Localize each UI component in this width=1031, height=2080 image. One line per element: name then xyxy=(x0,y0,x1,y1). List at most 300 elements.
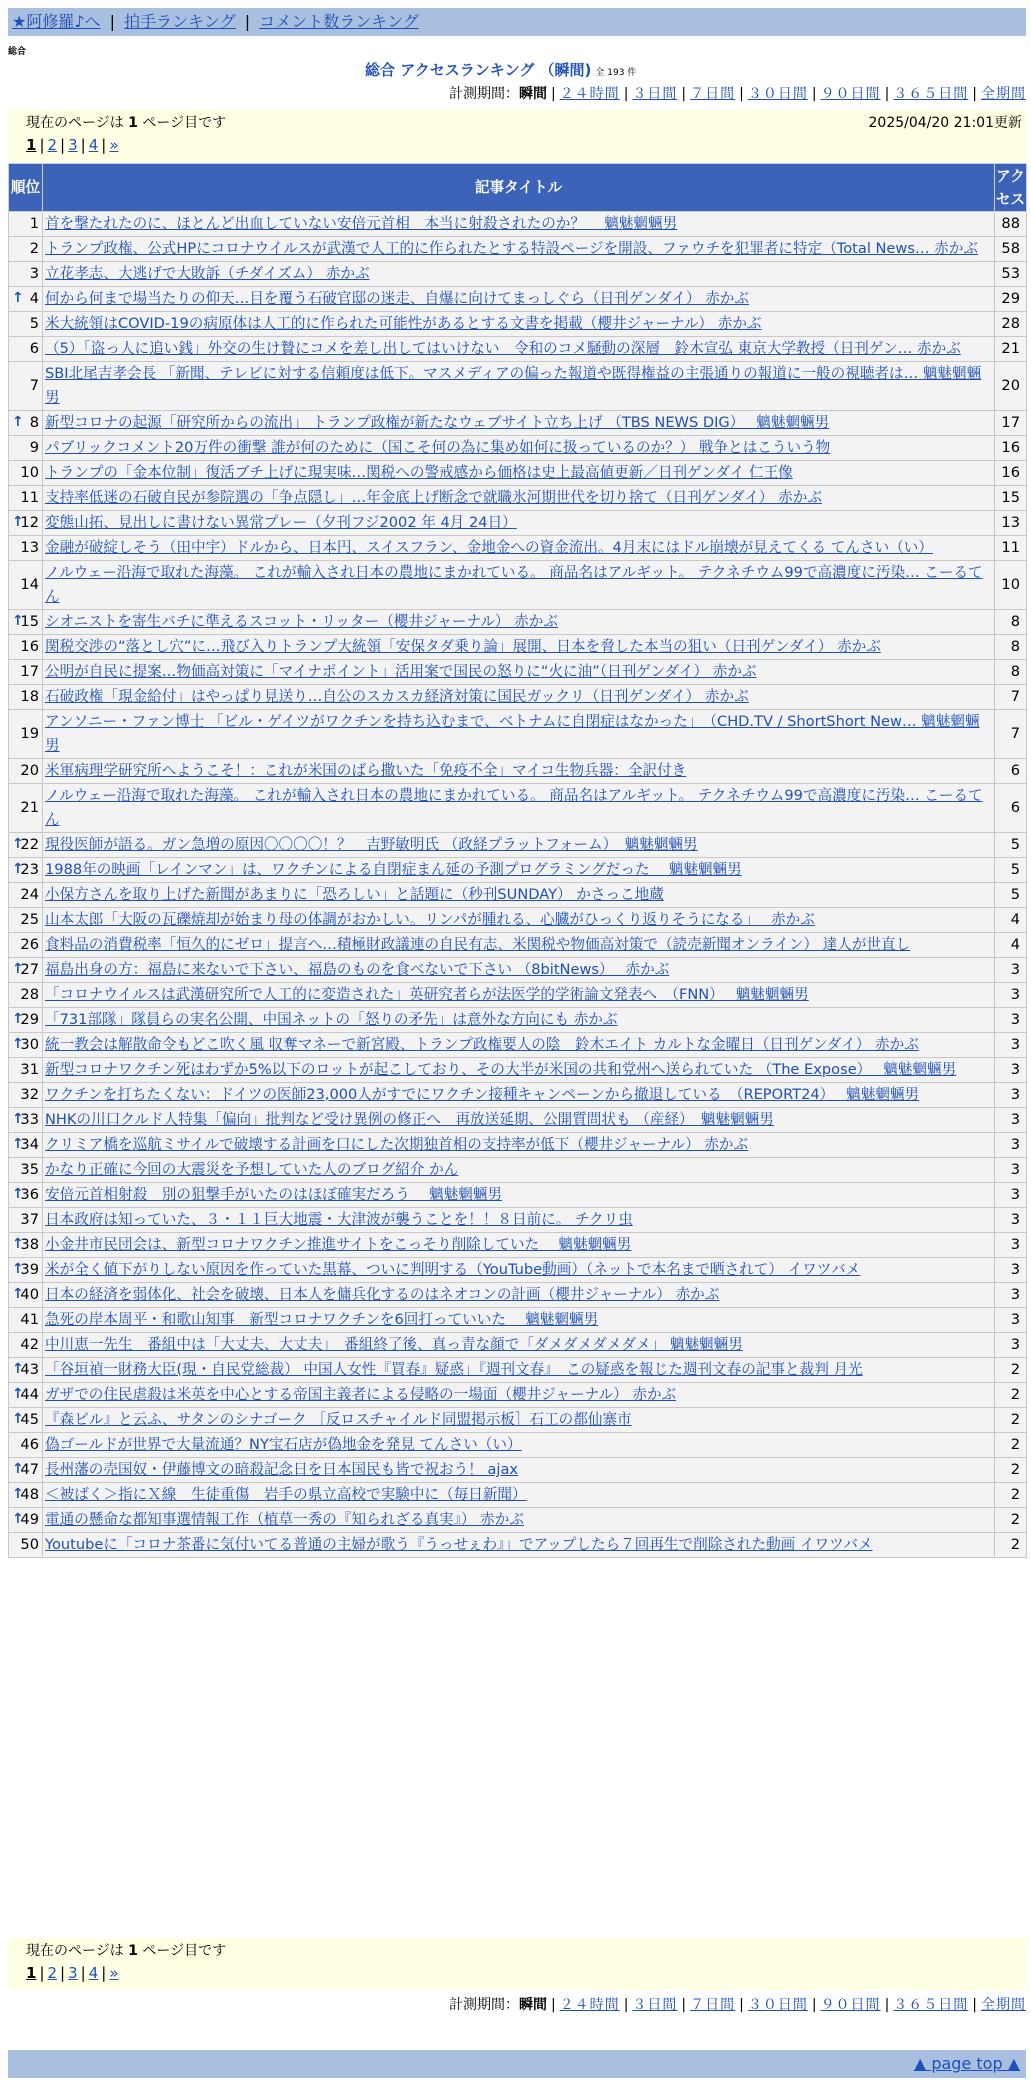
table-row xyxy=(9,1133,1027,1158)
access-count: 4 xyxy=(995,933,1027,958)
table-row xyxy=(9,1233,1027,1258)
article-title-link[interactable]: 電通の懸命な都知事選情報工作（植草一秀の『知られざる真実』） 赤かぶ xyxy=(45,1511,524,1528)
up-arrow-icon: ↑ xyxy=(12,1236,24,1253)
rank-number: 38 xyxy=(20,1236,39,1253)
article-title-link[interactable]: 日本の経済を弱体化、社会を破壊、日本人を傭兵化するのはネオコンの計画（櫻井ジャーナル） 赤かぶ xyxy=(45,1286,720,1303)
rank-cell xyxy=(9,1508,43,1533)
table-row xyxy=(9,237,1027,262)
title-cell xyxy=(43,237,995,262)
period-link[interactable]: ３０日間 xyxy=(747,86,808,102)
rank-cell xyxy=(9,1408,43,1433)
article-title-link[interactable]: 小金井市民団会は、新型コロナワクチン推進サイトをこっそり削除していた 魑魅魍魎男 xyxy=(45,1236,632,1253)
article-title-link[interactable]: かなり正確に今回の大震災を予想していた人のブログ紹介 かん xyxy=(45,1161,459,1178)
header-access: アクセス xyxy=(995,164,1027,212)
table-row xyxy=(9,212,1027,237)
article-title-link[interactable]: 石破政権「現金給付」はやっぱり見送り…自公のスカスカ経済対策に国民ガックリ（日刊ゲンダイ） 赤かぶ xyxy=(45,688,749,705)
rank-cell xyxy=(9,1008,43,1033)
rank-cell xyxy=(9,1033,43,1058)
title-cell xyxy=(43,1233,995,1258)
article-title-link[interactable]: シオニストを寄生バチに準えるスコット・リッター（櫻井ジャーナル） 赤かぶ xyxy=(45,613,558,630)
rank-number: 23 xyxy=(20,861,39,878)
title-cell xyxy=(43,1433,995,1458)
access-count: 5 xyxy=(995,883,1027,908)
table-row xyxy=(9,710,1027,759)
title-cell xyxy=(43,312,995,337)
rank-cell xyxy=(9,1333,43,1358)
period-link[interactable]: ７日間 xyxy=(690,86,736,102)
rank-number: 16 xyxy=(20,638,39,655)
up-arrow-icon: ↑ xyxy=(12,1011,24,1028)
page-separator: | xyxy=(60,1964,66,1982)
nav-separator: | xyxy=(244,12,251,31)
page-separator: | xyxy=(60,136,66,154)
rank-number: 1 xyxy=(29,215,39,232)
rank-number: 40 xyxy=(20,1286,39,1303)
rank-cell xyxy=(9,262,43,287)
title-cell xyxy=(43,1033,995,1058)
article-title-link[interactable]: 変態山拓、見出しに書けない異常プレー（夕刊フジ2002 年 4月 24日） xyxy=(45,514,517,531)
article-title-link[interactable]: ガザでの住民虐殺は米英を中心とする帝国主義者による侵略の一場面（櫻井ジャーナル） 赤かぶ xyxy=(45,1386,677,1403)
title-cell xyxy=(43,262,995,287)
rank-cell xyxy=(9,1208,43,1233)
up-arrow-icon: ↑ xyxy=(12,1136,24,1153)
title-cell xyxy=(43,833,995,858)
access-count: 8 xyxy=(995,635,1027,660)
rank-cell xyxy=(9,1183,43,1208)
article-title-link[interactable]: 米大統領はCOVID-19の病原体は人工的に作られた可能性があるとする文書を掲載（櫻井ジャーナル） 赤かぶ xyxy=(45,315,762,332)
rank-number: 32 xyxy=(20,1086,39,1103)
page-current: 1 xyxy=(26,1964,37,1982)
rank-cell xyxy=(9,536,43,561)
rank-number: 17 xyxy=(20,663,39,680)
table-row xyxy=(9,1458,1027,1483)
access-count: 4 xyxy=(995,908,1027,933)
article-title-link[interactable]: 米軍病理学研究所へようこそ！：これが米国のばら撒いた「免疫不全」マイコ生物兵器：全訳付き xyxy=(45,762,687,779)
table-row xyxy=(9,858,1027,883)
article-title-link[interactable]: 支持率低迷の石破自民が参院選の「争点隠し」…年金底上げ断念で就職氷河期世代を切り捨て（日刊ゲンダイ） 赤かぶ xyxy=(45,489,822,506)
article-title-link[interactable]: パブリックコメント20万件の衝撃 誰が何のために（国こそ何の為に集め如何に扱っているのか？） 戦争とはこういう物 xyxy=(45,439,831,456)
title-cell xyxy=(43,858,995,883)
period-link[interactable]: 全期間 xyxy=(981,86,1026,102)
rank-number: 14 xyxy=(20,576,39,593)
page-link[interactable]: 3 xyxy=(68,1964,78,1982)
rank-cell xyxy=(9,212,43,237)
access-count: 8 xyxy=(995,660,1027,685)
rank-number: 42 xyxy=(20,1336,39,1353)
article-title-link[interactable]: 首を撃たれたのに、ほとんど出血していない安倍元首相 本当に射殺されたのか？ 魑魅魍魎男 xyxy=(45,215,678,232)
rank-number: 31 xyxy=(20,1061,39,1078)
article-title-link[interactable]: クリミア橋を巡航ミサイルで破壊する計画を口にした次期独首相の支持率が低下（櫻井ジャーナル） 赤かぶ xyxy=(45,1136,749,1153)
period-selector xyxy=(326,84,1026,104)
rank-number: 25 xyxy=(20,911,39,928)
rank-number: 29 xyxy=(20,1011,39,1028)
total-count: 全 193 件 xyxy=(595,68,637,78)
page-link[interactable]: 2 xyxy=(47,1964,58,1982)
period-link[interactable]: ３０日間 xyxy=(747,1997,808,2013)
rank-cell xyxy=(9,1158,43,1183)
table-row xyxy=(9,933,1027,958)
page-title xyxy=(365,59,705,80)
page-link[interactable]: 4 xyxy=(88,1964,99,1982)
access-count: 2 xyxy=(995,1483,1027,1508)
access-count: 6 xyxy=(995,784,1027,833)
table-row xyxy=(9,362,1027,411)
pagination xyxy=(26,134,1008,156)
title-cell xyxy=(43,610,995,635)
rank-number: 49 xyxy=(20,1511,39,1528)
article-title-link[interactable]: 安倍元首相射殺 別の狙撃手がいたのはほぼ確実だろう 魑魅魍魎男 xyxy=(45,1186,503,1203)
access-count: 7 xyxy=(995,685,1027,710)
article-title-link[interactable]: 中川恵一先生 番組中は「大丈夫、大丈夫」 番組終了後、真っ青な顔で「ダメダメダメダメ」 魑魅魍魎男 xyxy=(45,1336,743,1353)
rank-cell xyxy=(9,1058,43,1083)
access-count: 6 xyxy=(995,759,1027,784)
rank-cell xyxy=(9,983,43,1008)
period-separator: | xyxy=(623,1997,629,2013)
article-title-link[interactable]: 日本政府は知っていた、３・１１巨大地震・大津波が襲うことを！！８日前に。 チクリ虫 xyxy=(45,1211,633,1228)
page-indicator xyxy=(26,1940,1008,1962)
rank-cell xyxy=(9,1133,43,1158)
rank-cell xyxy=(9,411,43,436)
table-row xyxy=(9,461,1027,486)
table-row xyxy=(9,1383,1027,1408)
rank-number: 37 xyxy=(20,1211,39,1228)
period-link[interactable]: ３日間 xyxy=(632,86,678,102)
pagination xyxy=(26,1962,1008,1984)
title-cell xyxy=(43,1333,995,1358)
table-row xyxy=(9,660,1027,685)
title-cell xyxy=(43,685,995,710)
article-title-link[interactable]: 立花孝志、大逃げで大敗訴（チダイズム） 赤かぶ xyxy=(45,265,370,282)
rank-number: 41 xyxy=(20,1311,39,1328)
up-arrow-icon: ↑ xyxy=(12,1036,24,1053)
article-title-link[interactable]: 新型コロナの起源「研究所からの流出」 トランプ政権が新たなウェブサイト立ち上げ （TBS NEWS DIG） 魑魅魍魎男 xyxy=(45,414,830,431)
period-link[interactable]: ９０日間 xyxy=(820,86,881,102)
period-label: 計測期間： xyxy=(448,1997,519,2013)
article-title-link[interactable]: トランプの「金本位制」復活ブチ上げに現実味…関税への警戒感から価格は史上最高値更新／日刊ゲンダイ 仁王像 xyxy=(45,464,793,481)
rank-number: 34 xyxy=(20,1136,39,1153)
rank-cell xyxy=(9,1483,43,1508)
article-title-link[interactable]: ワクチンを打ちたくない：ドイツの医師23,000人がすでにワクチン接種キャンペーンから撤退している （REPORT24） 魑魅魍魎男 xyxy=(45,1086,920,1103)
article-title-link[interactable]: 『森ビル』と云ふ、サタンのシナゴーク ［反ロスチャイルド同盟掲示板］石工の都仙寨市 xyxy=(45,1411,632,1428)
table-row xyxy=(9,983,1027,1008)
article-title-link[interactable]: 山本太郎「大阪の瓦礫焼却が始まり母の体調がおかしい。リンパが腫れる、心臓がひっくり返りそうになる」 赤かぶ xyxy=(45,911,815,928)
article-title-link[interactable]: ＜被ばく＞指にＸ線 生徒重傷 岩手の県立高校で実験中に（毎日新聞） xyxy=(45,1486,527,1503)
article-title-link[interactable]: Youtubeに「コロナ茶番に気付いてる普通の主婦が歌う『うっせぇわ』」でアップしたら７回再生で削除された動画 イワツバメ xyxy=(45,1536,873,1553)
rank-cell xyxy=(9,958,43,983)
period-link[interactable]: 全期間 xyxy=(981,1997,1026,2013)
period-link[interactable]: ９０日間 xyxy=(820,1997,881,2013)
title-cell xyxy=(43,1308,995,1333)
access-count: 53 xyxy=(995,262,1027,287)
table-row xyxy=(9,312,1027,337)
period-separator: | xyxy=(739,86,744,102)
table-row xyxy=(9,1533,1027,1558)
article-title-link[interactable]: トランプ政権、公式HPにコロナウイルスが武漢で人工的に作られたとする特設ページを開設、ファウチを犯罪者に特定（Total News… 赤かぶ xyxy=(45,240,978,257)
period-separator: | xyxy=(884,1997,890,2013)
rank-number: 36 xyxy=(20,1186,39,1203)
up-arrow-icon: ↑ xyxy=(12,414,24,431)
access-count: 3 xyxy=(995,1058,1027,1083)
up-arrow-icon: ↑ xyxy=(12,290,24,307)
table-row xyxy=(9,1333,1027,1358)
article-title-link[interactable]: 「谷垣禎一財務大臣(現・自民党総裁） 中国人女性『買春』疑惑」『週刊文春』 この疑惑を報じた週刊文春の記事と裁判 月光 xyxy=(45,1361,863,1378)
page-text-before: 現在のページは xyxy=(26,115,129,131)
up-arrow-icon: ↑ xyxy=(12,1411,24,1428)
table-row xyxy=(9,561,1027,610)
rank-number: 22 xyxy=(20,836,39,853)
rank-cell xyxy=(9,461,43,486)
article-title-link[interactable]: 新型コロナワクチン死はわずか5%以下のロットが起こしており、その大半が米国の共和党州へ送られていた （The Expose） 魑魅魍魎男 xyxy=(45,1061,957,1078)
rank-number: 11 xyxy=(20,489,39,506)
up-arrow-icon: ↑ xyxy=(12,1461,24,1478)
access-count: 3 xyxy=(995,1208,1027,1233)
access-count: 17 xyxy=(995,411,1027,436)
rank-cell xyxy=(9,1108,43,1133)
table-row xyxy=(9,759,1027,784)
table-row xyxy=(9,1483,1027,1508)
article-title-link[interactable]: 金融が破綻しそう（田中宇）ドルから、日本円、スイスフラン、金地金への資金流出。4月末にはドル崩壊が見えてくる てんさい（い） xyxy=(45,539,933,556)
title-cell xyxy=(43,1483,995,1508)
title-cell xyxy=(43,1133,995,1158)
comment-ranking-link[interactable]: コメント数ランキング xyxy=(259,12,419,31)
title-cell xyxy=(43,362,995,411)
rank-number: 15 xyxy=(20,613,39,630)
rank-number: 35 xyxy=(20,1161,39,1178)
rank-number: 2 xyxy=(29,240,39,257)
access-count: 16 xyxy=(995,436,1027,461)
access-count: 7 xyxy=(995,710,1027,759)
article-title-link[interactable]: NHKの川口クルド人特集「偏向」批判など受け異例の修正へ 再放送延期、公開質問状も （産経） 魑魅魍魎男 xyxy=(45,1111,774,1128)
article-title-link[interactable]: （5）「盗っ人に追い銭」外交の生け贄にコメを差し出してはいけない 令和のコメ騒動の深層 鈴木宣弘 東京大学教授（日刊ゲン… 赤かぶ xyxy=(45,340,961,357)
table-row xyxy=(9,337,1027,362)
article-title-link[interactable]: 公明が自民に提案…物価高対策に「マイナポイント」活用案で国民の怒りに“火に油”（日刊ゲンダイ） 赤かぶ xyxy=(45,663,757,680)
rank-number: 45 xyxy=(20,1411,39,1428)
title-cell xyxy=(43,883,995,908)
page-title-text: 総合 アクセスランキング （瞬間) xyxy=(365,61,592,79)
rank-cell xyxy=(9,1083,43,1108)
title-cell xyxy=(43,1283,995,1308)
access-count: 3 xyxy=(995,1083,1027,1108)
page-indicator xyxy=(26,112,1008,134)
period-separator: | xyxy=(884,86,890,102)
title-cell xyxy=(43,1508,995,1533)
title-cell xyxy=(43,1458,995,1483)
up-arrow-icon: ↑ xyxy=(12,1486,24,1503)
table-row xyxy=(9,1308,1027,1333)
rank-cell xyxy=(9,1533,43,1558)
up-arrow-icon: ↑ xyxy=(12,613,24,630)
article-title-link[interactable]: 長州藩の売国奴・伊藤博文の暗殺記念日を日本国民も皆で祝おう！ ajax xyxy=(45,1461,519,1478)
access-count: 2 xyxy=(995,1533,1027,1558)
access-count: 2 xyxy=(995,1433,1027,1458)
period-separator: | xyxy=(972,86,977,102)
rank-number: 26 xyxy=(20,936,39,953)
home-link[interactable]: ★阿修羅♪へ xyxy=(12,12,101,31)
article-title-link[interactable]: 関税交渉の“落とし穴”に…飛び入りトランプ大統領「安保タダ乗り論」展開、日本を脅した本当の狙い（日刊ゲンダイ） 赤かぶ xyxy=(45,638,881,655)
article-title-link[interactable]: 「コロナウイルスは武漢研究所で人工的に変造された」英研究者らが法医学的学術論文発表へ （FNN） 魑魅魍魎男 xyxy=(45,986,809,1003)
rank-cell xyxy=(9,1258,43,1283)
title-cell xyxy=(43,461,995,486)
table-row xyxy=(9,883,1027,908)
title-cell xyxy=(43,1383,995,1408)
table-row xyxy=(9,486,1027,511)
section-tag: 総合 xyxy=(8,47,27,57)
rank-cell xyxy=(9,1458,43,1483)
nav-separator: | xyxy=(109,12,116,31)
rank-number: 30 xyxy=(20,1036,39,1053)
up-arrow-icon: ↑ xyxy=(12,1361,24,1378)
page-top-link[interactable]: ▲ page top ▲ xyxy=(913,2054,1020,2073)
title-cell xyxy=(43,536,995,561)
article-title-link[interactable]: ノルウェー沿海で取れた海藻。 これが輸入され日本の農地にまかれている。 商品名はアルギット。 テクネチウム99で高濃度に汚染… こーるてん xyxy=(45,564,983,605)
current-page-number: 1 xyxy=(128,1943,138,1959)
rank-cell xyxy=(9,312,43,337)
rank-number: 12 xyxy=(20,514,39,531)
rank-cell xyxy=(9,759,43,784)
next-page-link[interactable]: » xyxy=(109,136,119,154)
table-row xyxy=(9,958,1027,983)
page-separator: | xyxy=(80,1964,86,1982)
title-cell xyxy=(43,1008,995,1033)
table-row xyxy=(9,784,1027,833)
title-cell xyxy=(43,436,995,461)
article-title-link[interactable]: 小保方さんを取り上げた新聞があまりに「恐ろしい」と話題に（秒刊SUNDAY） かさっこ地蔵 xyxy=(45,886,664,903)
rank-number: 18 xyxy=(20,688,39,705)
table-row xyxy=(9,1408,1027,1433)
access-count: 3 xyxy=(995,958,1027,983)
table-row xyxy=(9,908,1027,933)
article-title-link[interactable]: 偽ゴールドが世界で大量流通？NY宝石店が偽地金を発見 てんさい（い） xyxy=(45,1436,522,1453)
up-arrow-icon: ↑ xyxy=(12,961,24,978)
rank-number: 8 xyxy=(29,414,39,431)
access-count: 16 xyxy=(995,461,1027,486)
rank-cell xyxy=(9,436,43,461)
period-separator: | xyxy=(739,1997,744,2013)
title-cell xyxy=(43,759,995,784)
period-link[interactable]: ３６５日間 xyxy=(893,86,969,102)
access-count: 20 xyxy=(995,362,1027,411)
access-count: 28 xyxy=(995,312,1027,337)
up-arrow-icon: ↑ xyxy=(12,1261,24,1278)
title-cell xyxy=(43,1258,995,1283)
rank-cell xyxy=(9,561,43,610)
period-link[interactable]: ７日間 xyxy=(690,1997,736,2013)
title-cell xyxy=(43,933,995,958)
period-link[interactable]: ３日間 xyxy=(632,1997,678,2013)
access-count: 2 xyxy=(995,1383,1027,1408)
clap-ranking-link[interactable]: 拍手ランキング xyxy=(124,12,236,31)
rank-cell xyxy=(9,337,43,362)
access-count: 3 xyxy=(995,1158,1027,1183)
table-row xyxy=(9,1033,1027,1058)
period-separator: | xyxy=(972,1997,977,2013)
top-nav xyxy=(8,8,1026,36)
rank-cell xyxy=(9,883,43,908)
rank-number: 43 xyxy=(20,1361,39,1378)
page-separator: | xyxy=(101,1964,107,1982)
table-row xyxy=(9,1208,1027,1233)
access-count: 58 xyxy=(995,237,1027,262)
up-arrow-icon: ↑ xyxy=(12,836,24,853)
title-cell xyxy=(43,337,995,362)
table-row xyxy=(9,287,1027,312)
title-cell xyxy=(43,660,995,685)
period-link[interactable]: ２４時間 xyxy=(559,1997,620,2013)
rank-cell xyxy=(9,635,43,660)
rank-cell xyxy=(9,833,43,858)
page-link[interactable]: 2 xyxy=(47,136,58,154)
title-cell xyxy=(43,411,995,436)
title-cell xyxy=(43,212,995,237)
next-page-link[interactable]: » xyxy=(109,1964,119,1982)
page-separator: | xyxy=(39,1964,45,1982)
title-cell xyxy=(43,1058,995,1083)
article-title-link[interactable]: 現役医師が語る。ガン急増の原因〇〇〇〇！？ 吉野敏明氏 （政経プラットフォーム） 魑魅魍魎男 xyxy=(45,836,698,853)
page-link[interactable]: 3 xyxy=(68,136,78,154)
article-title-link[interactable]: SBI北尾吉孝会長 「新聞、テレビに対する信頼度は低下。マスメディアの偏った報道や既得権益の主張通りの報道に一般の視聴者は… 魑魅魍魎男 xyxy=(45,365,982,406)
table-row xyxy=(9,610,1027,635)
rank-number: 7 xyxy=(29,377,39,394)
title-cell xyxy=(43,486,995,511)
period-separator: | xyxy=(550,1997,556,2013)
article-title-link[interactable]: 何から何まで場当たりの仰天…目を覆う石破官邸の迷走、自爆に向けてまっしぐら（日刊ゲンダイ） 赤かぶ xyxy=(45,290,749,307)
article-title-link[interactable]: アンソニー・ファン博士 「ビル・ゲイツがワクチンを持ち込むまで、ベトナムに自閉症はなかった」 （CHD.TV / ShortShort New… 魑魅魍魎男 xyxy=(45,713,980,754)
rank-number: 21 xyxy=(20,799,39,816)
rank-number: 48 xyxy=(20,1486,39,1503)
rank-cell xyxy=(9,287,43,312)
rank-number: 33 xyxy=(20,1111,39,1128)
period-selector-bottom xyxy=(326,1995,1026,2015)
access-count: 3 xyxy=(995,983,1027,1008)
rank-number: 50 xyxy=(20,1536,39,1553)
article-title-link[interactable]: 食料品の消費税率「恒久的にゼロ」提言へ…積極財政議連の自民有志、米関税や物価高対策で（読売新聞オンライン） 達人が世直し xyxy=(45,936,911,953)
page-text-before: 現在のページは xyxy=(26,1943,129,1959)
table-row xyxy=(9,1258,1027,1283)
period-link[interactable]: ２４時間 xyxy=(559,86,620,102)
access-count: 8 xyxy=(995,610,1027,635)
up-arrow-icon: ↑ xyxy=(12,1511,24,1528)
rank-cell xyxy=(9,362,43,411)
article-title-link[interactable]: 米が全く値下がりしない原因を作っていた黒幕、ついに判明する（YouTube動画）（ネットで本名まで晒されて） イワツバメ xyxy=(45,1261,861,1278)
title-cell xyxy=(43,635,995,660)
rank-number: 10 xyxy=(20,464,39,481)
article-title-link[interactable]: ノルウェー沿海で取れた海藻。 これが輸入され日本の農地にまかれている。 商品名はアルギット。 テクネチウム99で高濃度に汚染… こーるてん xyxy=(45,787,983,828)
period-separator: | xyxy=(550,86,556,102)
title-cell xyxy=(43,287,995,312)
updated-timestamp: 2025/04/20 21:01更新 xyxy=(868,115,1022,131)
table-row xyxy=(9,511,1027,536)
article-title-link[interactable]: 福島出身の方：福島に来ないで下さい、福島のものを食べないで下さい （8bitNews） 赤かぶ xyxy=(45,961,670,978)
page-link[interactable]: 4 xyxy=(88,136,99,154)
access-count: 2 xyxy=(995,1508,1027,1533)
table-row xyxy=(9,1158,1027,1183)
info-bar-bottom xyxy=(8,1938,1026,1990)
table-row xyxy=(9,1508,1027,1533)
access-count: 3 xyxy=(995,1283,1027,1308)
title-cell xyxy=(43,983,995,1008)
period-link[interactable]: ３６５日間 xyxy=(893,1997,969,2013)
table-row xyxy=(9,536,1027,561)
article-title-link[interactable]: 1988年の映画「レインマン」は、ワクチンによる自閉症まん延の予測プログラミングだった 魑魅魍魎男 xyxy=(45,861,742,878)
article-title-link[interactable]: 「731部隊」隊員らの実名公開、中国ネットの「怒りの矛先」は意外な方向にも 赤かぶ xyxy=(45,1011,618,1028)
access-count: 13 xyxy=(995,511,1027,536)
article-title-link[interactable]: 急死の岸本周平・和歌山知事 新型コロナワクチンを6回打っていいた 魑魅魍魎男 xyxy=(45,1311,599,1328)
article-title-link[interactable]: 統一教会は解散命令もどこ吹く風 収奪マネーで新宮殿、トランプ政権要人の陰 鈴木エイト カルトな金曜日（日刊ゲンダイ） 赤かぶ xyxy=(45,1036,919,1053)
ranking-table xyxy=(8,163,1027,1558)
rank-number: 3 xyxy=(29,265,39,282)
rank-number: 4 xyxy=(29,290,39,307)
info-bar xyxy=(8,110,1026,162)
